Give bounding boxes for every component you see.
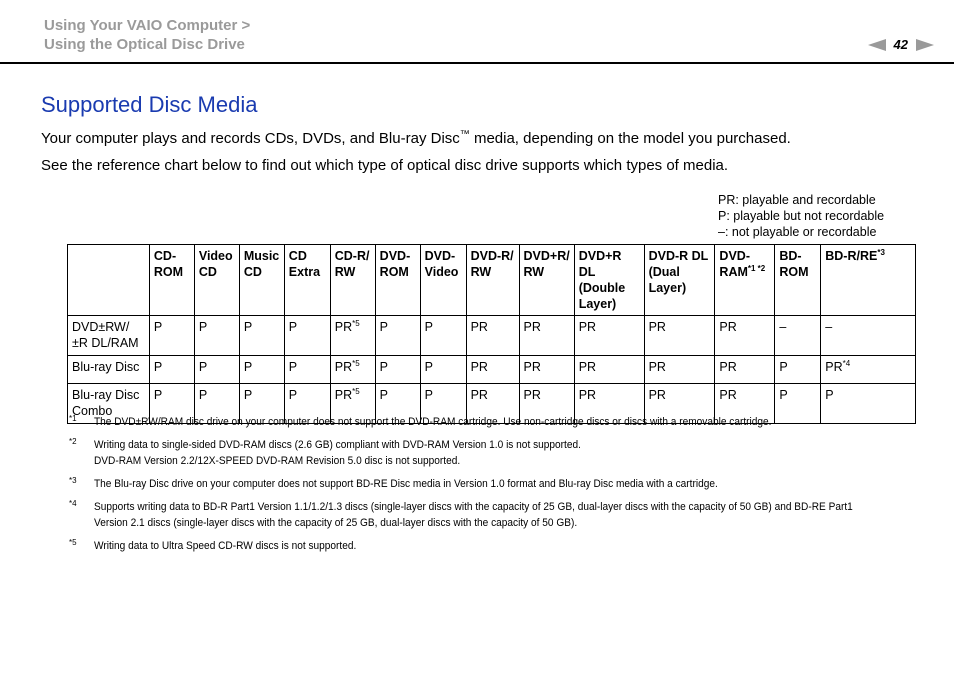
footnotes [69, 414, 919, 561]
trademark-symbol: ™ [459, 129, 470, 140]
cell-value: PR [719, 360, 737, 374]
table-row [68, 356, 916, 384]
cell-value: PR [719, 320, 737, 334]
cell-value: P [825, 388, 834, 402]
footnote-mark: *4 [69, 499, 77, 508]
footnote-ref: *3 [877, 247, 885, 257]
breadcrumb-line-1[interactable]: Using Your VAIO Computer > [44, 17, 251, 34]
column-header: DVD-R/ RW [466, 245, 519, 316]
cell-value: P [424, 388, 433, 402]
cell-value: P [198, 320, 208, 334]
cell-value: P [779, 360, 788, 374]
cell-value: PR [470, 360, 488, 374]
table-cell [644, 316, 715, 356]
table-cell [574, 316, 644, 356]
legend-item: PR: playable and recordable [718, 193, 876, 207]
row-label: Blu-ray Disc Combo [68, 384, 150, 424]
cell-value: P [288, 360, 298, 374]
cell-value: – [779, 320, 787, 334]
intro-text-b: media, depending on the model you purchased. [469, 130, 791, 147]
cell-value: PR [578, 320, 597, 334]
legend-item: –: not playable or recordable [718, 225, 877, 239]
table-cell [821, 316, 916, 356]
cell-value: P [153, 360, 163, 374]
table-cell [330, 316, 375, 356]
column-header: DVD- Video [420, 245, 466, 316]
cell-value: PR [334, 388, 353, 402]
cell-value: P [198, 360, 208, 374]
intro-paragraph-1 [41, 130, 791, 148]
cell-value: P [153, 388, 163, 402]
cell-value: PR [523, 388, 541, 402]
footnote [69, 538, 919, 554]
table-cell [466, 356, 519, 384]
cell-value: PR [470, 388, 488, 402]
page-number: 42 [893, 37, 908, 52]
column-header: CD Extra [284, 245, 330, 316]
footnote-ref: *5 [352, 358, 360, 368]
footnote-ref: *4 [842, 358, 851, 368]
cell-value: PR [578, 360, 597, 374]
table-cell [466, 316, 519, 356]
table-cell [821, 356, 916, 384]
cell-value: PR [578, 388, 597, 402]
column-header: Video CD [194, 245, 239, 316]
cell-value: P [243, 360, 253, 374]
cell-value: P [379, 320, 389, 334]
cell-value: P [198, 388, 208, 402]
table-cell [194, 356, 239, 384]
cell-value: P [424, 360, 433, 374]
column-header: DVD- $RAM^{*1 *2}$ [715, 245, 775, 316]
table-cell [420, 316, 466, 356]
footnote-text: The DVD±RW/RAM disc drive on your computer does not support the DVD-RAM cartridge. Use non-cartridge discs or discs with a removable cartridge. [94, 416, 772, 428]
previous-page-arrow-icon[interactable] [868, 39, 886, 51]
cell-value: PR [334, 360, 353, 374]
cell-value: PR [470, 320, 488, 334]
table-corner-cell [68, 245, 150, 316]
table-cell [775, 356, 821, 384]
table-cell [330, 356, 375, 384]
intro-paragraph-2: See the reference chart below to find out which type of optical disc drive supports which types of media. [41, 157, 729, 174]
cell-value: PR [334, 320, 353, 334]
table-cell [644, 356, 715, 384]
footnote-ref: *5 [352, 386, 360, 396]
cell-value: P [379, 388, 389, 402]
column-header: DVD+R DL (Double Layer) [574, 245, 644, 316]
table-header [68, 245, 916, 316]
column-header: DVD+R/ RW [519, 245, 574, 316]
table-cell [284, 356, 330, 384]
table-cell [715, 356, 775, 384]
header-divider [0, 62, 954, 64]
cell-value: PR [648, 388, 666, 402]
cell-value: P [243, 388, 253, 402]
cell-value: P [779, 388, 788, 402]
footnote [69, 414, 919, 430]
column-header: BD-R/RE$^{*3}$ [821, 245, 916, 316]
table-cell [149, 356, 194, 384]
table-cell [194, 316, 239, 356]
column-header: BD- ROM [775, 245, 821, 316]
footnote-text: The Blu-ray Disc drive on your computer does not support BD-RE Disc media in Version 1.0 format and Blu-ray Disc media with a cartridge. [94, 478, 718, 490]
cell-value: PR [719, 388, 737, 402]
footnote-ref: *5 [352, 318, 360, 328]
table-cell [715, 316, 775, 356]
cell-value: PR [523, 360, 541, 374]
page-navigation [868, 37, 934, 52]
table-row [68, 316, 916, 356]
footnote-mark: *2 [69, 437, 77, 446]
footnote-text: Writing data to single-sided DVD-RAM discs (2.6 GB) compliant with DVD-RAM Version 1.0 is not supported. DVD-RAM Version 2.2/12X-SPEED DVD-RAM Revision 5.0 disc is not supported. [94, 439, 581, 467]
cell-value: – [825, 320, 833, 334]
footnote-text: Supports writing data to BD-R Part1 Version 1.1/1.2/1.3 discs (single-layer discs with the capacity of 25 GB, dual-layer discs with the capacity of 50 GB) and BD-RE Part1 Version 2.1 discs (single-layer discs with the capacity of 25 GB, dual-layer discs with the capacity of 50 GB). [94, 501, 853, 529]
column-header: Music CD [239, 245, 284, 316]
table-cell [284, 316, 330, 356]
footnote-mark: *5 [69, 538, 77, 547]
page-title: Supported Disc Media [41, 92, 258, 117]
table-cell [574, 356, 644, 384]
table-cell [239, 316, 284, 356]
cell-value: P [153, 320, 163, 334]
breadcrumb [44, 16, 250, 54]
cell-value: P [424, 320, 433, 334]
table-cell [519, 356, 574, 384]
table-cell [149, 316, 194, 356]
table-body [68, 316, 916, 424]
table-cell [375, 316, 420, 356]
column-header: DVD-R DL (Dual Layer) [644, 245, 715, 316]
table-cell [519, 316, 574, 356]
row-label: Blu-ray Disc [68, 356, 150, 384]
cell-value: PR [648, 360, 666, 374]
footnote [69, 476, 919, 492]
column-header: CD-R/ RW [330, 245, 375, 316]
table-cell [420, 356, 466, 384]
next-page-arrow-icon[interactable] [916, 39, 934, 51]
cell-value: P [243, 320, 253, 334]
footnote [69, 499, 919, 531]
footnote-mark: *3 [69, 476, 77, 485]
footnote-ref: *1 *2 [747, 263, 766, 273]
column-header: CD- ROM [149, 245, 194, 316]
cell-value: PR [648, 320, 666, 334]
footnote [69, 437, 919, 469]
cell-value: P [288, 320, 298, 334]
cell-value: PR [825, 360, 843, 374]
legend [718, 192, 884, 240]
column-header: DVD- ROM [375, 245, 420, 316]
legend-item: P: playable but not recordable [718, 209, 885, 223]
footnote-text: Writing data to Ultra Speed CD-RW discs is not supported. [94, 540, 357, 552]
breadcrumb-line-2[interactable]: Using the Optical Disc Drive [44, 36, 245, 53]
footnote-mark: *1 [69, 414, 77, 423]
table-header-row [68, 245, 916, 316]
cell-value: PR [523, 320, 541, 334]
table-cell [375, 356, 420, 384]
cell-value: P [379, 360, 389, 374]
row-label: DVD±RW/ ±R DL/RAM [68, 316, 150, 356]
disc-media-table [67, 244, 916, 424]
table-cell [239, 356, 284, 384]
cell-value: P [288, 388, 298, 402]
table-cell [775, 316, 821, 356]
intro-text-a: Your computer plays and records CDs, DVDs, and Blu-ray Disc [41, 130, 460, 147]
